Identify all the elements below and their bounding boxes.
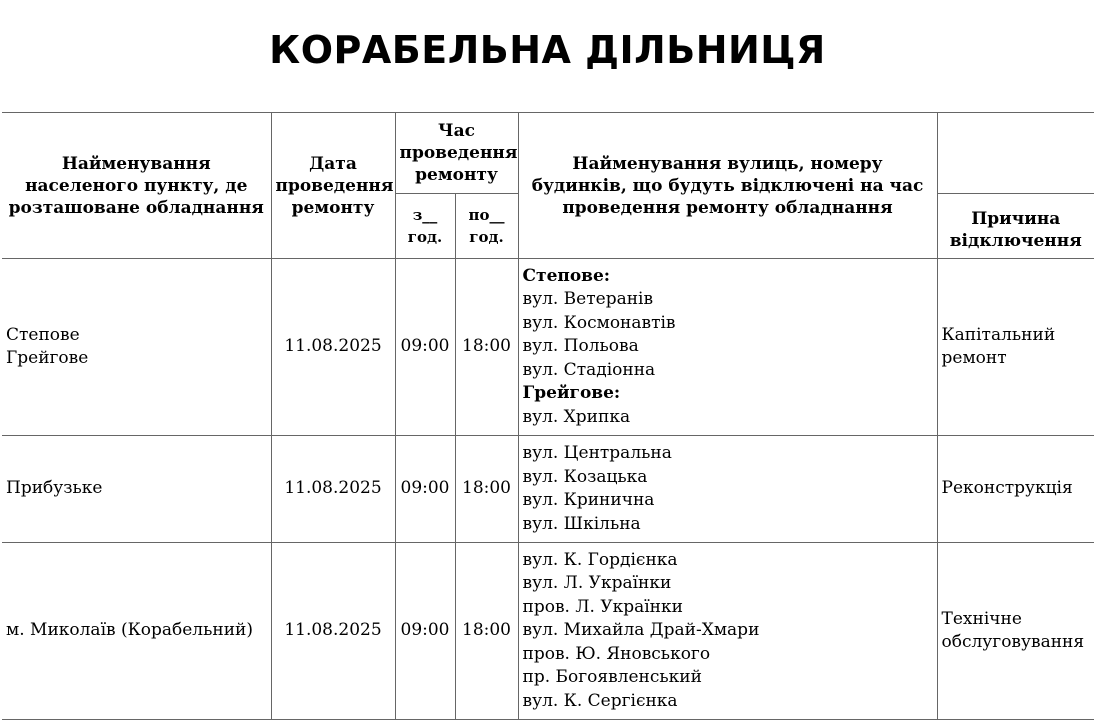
table-row [2,543,1094,720]
settlement-name: Прибузьке [6,478,103,499]
header-streets: Найменування вулиць, номеру будинків, що будуть відключені на час проведення ремонту обладнання [518,113,937,259]
header-time: Час проведення ремонту [395,113,518,194]
reason-text: Капітальний [941,324,1056,345]
header-reason: Причина відключення [937,194,1094,259]
street-item: вул. Козацька [522,466,648,487]
streets-cell [518,543,937,720]
street-item: вул. Космонавтів [522,312,676,333]
streets-cell [518,259,937,436]
street-item: вул. Шкільна [522,513,641,534]
time-from-cell: 09:00 [395,259,455,436]
header-settlement: Найменування населеного пункту, де розташоване обладнання [2,113,271,259]
time-from-cell: 09:00 [395,543,455,720]
street-item: вул. Л. Українки [522,573,672,594]
reason-text: Реконструкція [941,478,1073,499]
header-reason-spacer [937,113,1094,194]
date-cell: 11.08.2025 [271,436,395,543]
settlement-name: Грейгове [6,348,89,368]
page-title: КОРАБЕЛЬНА ДІЛЬНИЦЯ [269,28,826,72]
table-body [2,259,1094,720]
reason-text: ремонт [941,348,1007,368]
street-item: вул. Кринична [522,490,655,510]
streets-cell [518,436,937,543]
settlement-name: м. Миколаїв (Корабельний) [6,620,253,641]
time-to-cell: 18:00 [455,543,518,720]
settlement-name: Степове [6,324,80,345]
table-row [2,259,1094,436]
time-from-cell: 09:00 [395,436,455,543]
street-item: вул. Центральна [522,443,672,463]
outage-schedule-table [2,112,1094,720]
date-cell: 11.08.2025 [271,259,395,436]
street-item: вул. Михайла Драй-Хмари [522,620,760,641]
reason-cell [937,436,1094,543]
street-item: пров. Л. Українки [522,596,683,617]
time-to-cell: 18:00 [455,259,518,436]
street-item: вул. Ветеранів [522,289,654,310]
reason-cell [937,259,1094,436]
header-time-from: з__ год. [395,194,455,259]
header-date: Дата проведення ремонту [271,113,395,259]
time-to-cell: 18:00 [455,436,518,543]
village-name: Степове: [522,265,611,286]
street-item: пров. Ю. Яновського [522,643,711,664]
street-item: вул. Хрипка [522,406,631,427]
reason-text: Технічне [941,608,1022,629]
village-name: Грейгове: [522,383,621,404]
street-item: вул. Польова [522,336,639,357]
date-cell: 11.08.2025 [271,543,395,720]
header-time-to: по__ год. [455,194,518,259]
street-item: вул. К. Гордієнка [522,549,678,570]
reason-cell [937,543,1094,720]
street-item: вул. Стадіонна [522,359,656,380]
settlement-cell [2,436,271,543]
table-row [2,436,1094,543]
table-header [2,113,1094,259]
settlement-cell [2,543,271,720]
settlement-cell [2,259,271,436]
street-item: вул. К. Сергієнка [522,690,678,711]
reason-text: обслуговування [941,632,1085,652]
street-item: пр. Богоявленський [522,667,702,688]
